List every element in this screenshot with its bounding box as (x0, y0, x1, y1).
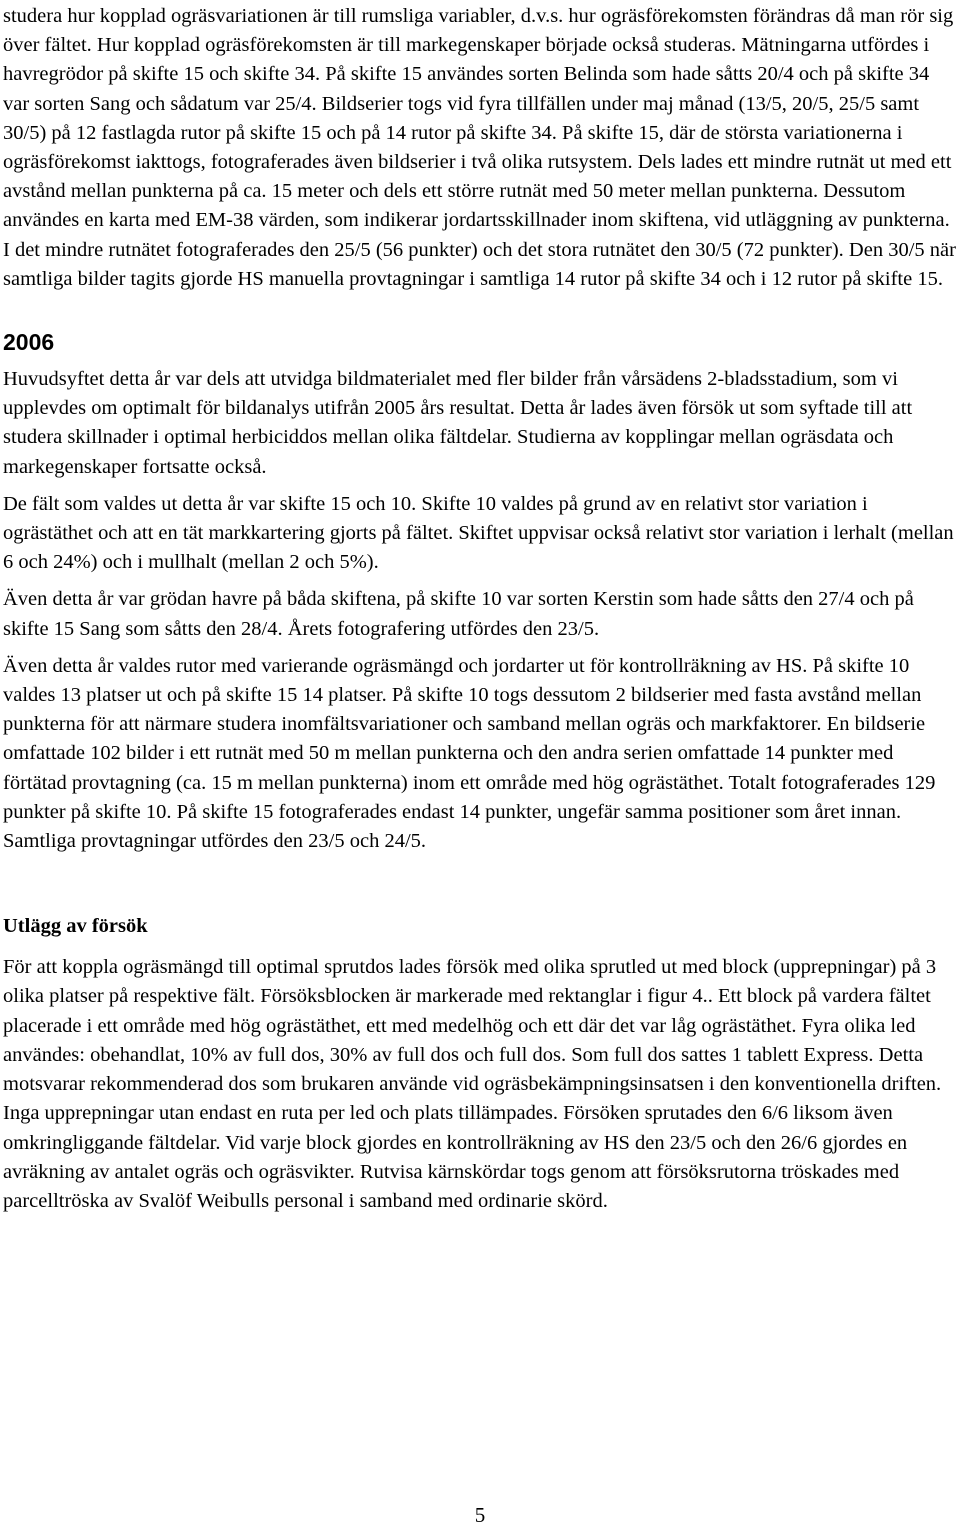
paragraph-utlagg: För att koppla ogräsmängd till optimal sprutdos lades försök med olika sprutled ut med block (upprepningar) på 3 olika platser på respektive fält. Försöksblocken är markerade med rektanglar i figur 4.. Ett block på vardera fältet placerade i ett område med hög ogrästäthet, ett med medelhög och ett där det var låg ogrästäthet. Fyra olika led användes: obehandlat, 10% av full dos, 30% av full dos och full dos. Som full dos sattes 1 tablett Express. Detta motsvarar rekommenderad dos som brukaren använde vid ogräsbekämpningsinsatsen i den konventionella driften. Inga upprepningar utan endast en ruta per led och plats tillämpades. Försöken sprutades den 6/6 liksom även omkringliggande fältdelar. Vid varje block gjordes en kontrollräkning av HS den 23/5 och den 26/6 gjordes en avräkning av antalet ogräs och ogräsvikter. Rutvisa kärnskördar togs genom att försöksrutorna tröskades med parcelltröska av Svalöf Weibulls personal i samband med ordinarie skörd. (3, 956, 942, 1212)
section-heading-2006: 2006 (3, 329, 55, 356)
paragraph-2006-purpose: Huvudsyftet detta år var dels att utvidga bildmaterialet med fler bilder från vårsädens 2-bladsstadium, som vi upplevdes om optimalt för bildanalys utifrån 2005 års resultat. Detta år lades även försök ut som syftade till att studera skillnader i optimal herbiciddos mellan olika fältdelar. Studierna av kopplingar mellan ogräsdata och markegenskaper fortsatte också. (3, 368, 913, 478)
document-body (3, 0, 957, 1216)
page-number: 5 (474, 1503, 486, 1527)
paragraph-2006-fields: De fält som valdes ut detta år var skifte 15 och 10. Skifte 10 valdes på grund av en relativt stor variation i ogrästäthet och att en tät markkartering gjorts på fältet. Skiftet uppvisar också relativt stor variation i lerhalt (mellan 6 och 24%) och i mullhalt (mellan 2 och 5%). (3, 492, 954, 574)
section-heading-utlagg: Utlägg av försök (3, 915, 148, 938)
paragraph-2006-sampling: Även detta år valdes rutor med varierande ogräsmängd och jordarter ut för kontrollräkning av HS. På skifte 10 valdes 13 platser ut och på skifte 15 14 platser. På skifte 10 togs dessutom 2 bildserier med fasta avstånd mellan punkterna för att närmare studera inomfältsvariationer och samband mellan ogräs och markfaktorer. En bildserie omfattade 102 bilder i ett rutnät med 50 m mellan punkterna och den andra serien omfattade 14 punkter med förtätad provtagning (ca. 15 m mellan punkterna) inom ett område med hög ogrästäthet. Totalt fotograferades 129 punkter på skifte 10. På skifte 15 fotograferades endast 14 punkter, ungefär samma positioner som året innan. Samtliga provtagningar utfördes den 23/5 och 24/5. (3, 654, 936, 853)
paragraph-2006-crop: Även detta år var grödan havre på båda skiftena, på skifte 10 var sorten Kerstin som hade såtts den 27/4 och på skifte 15 Sang som såtts den 28/4. Årets fotografering utfördes den 23/5. (3, 588, 914, 640)
intro-paragraph: studera hur kopplad ogräsvariationen är till rumsliga variabler, d.v.s. hur ogräsförekomsten förändras då man rör sig över fältet. Hur kopplad ogräsförekomsten är till markegenskaper började också studeras. Mätningarna utfördes i havregrödor på skifte 15 och skifte 34. På skifte 15 användes sorten Belinda som hade såtts 20/4 och på skifte 34 var sorten Sang och sådatum var 25/4. Bildserier togs vid fyra tillfällen under maj månad (13/5, 20/5, 25/5 samt 30/5) på 12 fastlagda rutor på skifte 15 och på 14 rutor på skifte 34. På skifte 15, där de största variationerna i ogräsförekomst iakttogs, fotograferades även bildserier i två olika rutsystem. Dels lades ett mindre rutnät ut med ett avstånd mellan punkterna på ca. 15 meter och dels ett större rutnät med 50 meter mellan punkterna. Dessutom användes en karta med EM-38 värden, som indikerar jordartsskillnader inom skiftena, vid utläggning av punkterna. I det mindre rutnätet fotograferades den 25/5 (56 punkter) och det stora rutnätet den 30/5 (72 punkter). Den 30/5 när samtliga bilder tagits gjorde HS manuella provtagningar i samtliga 14 rutor på skifte 34 och i 12 rutor på skifte 15. (3, 5, 956, 290)
